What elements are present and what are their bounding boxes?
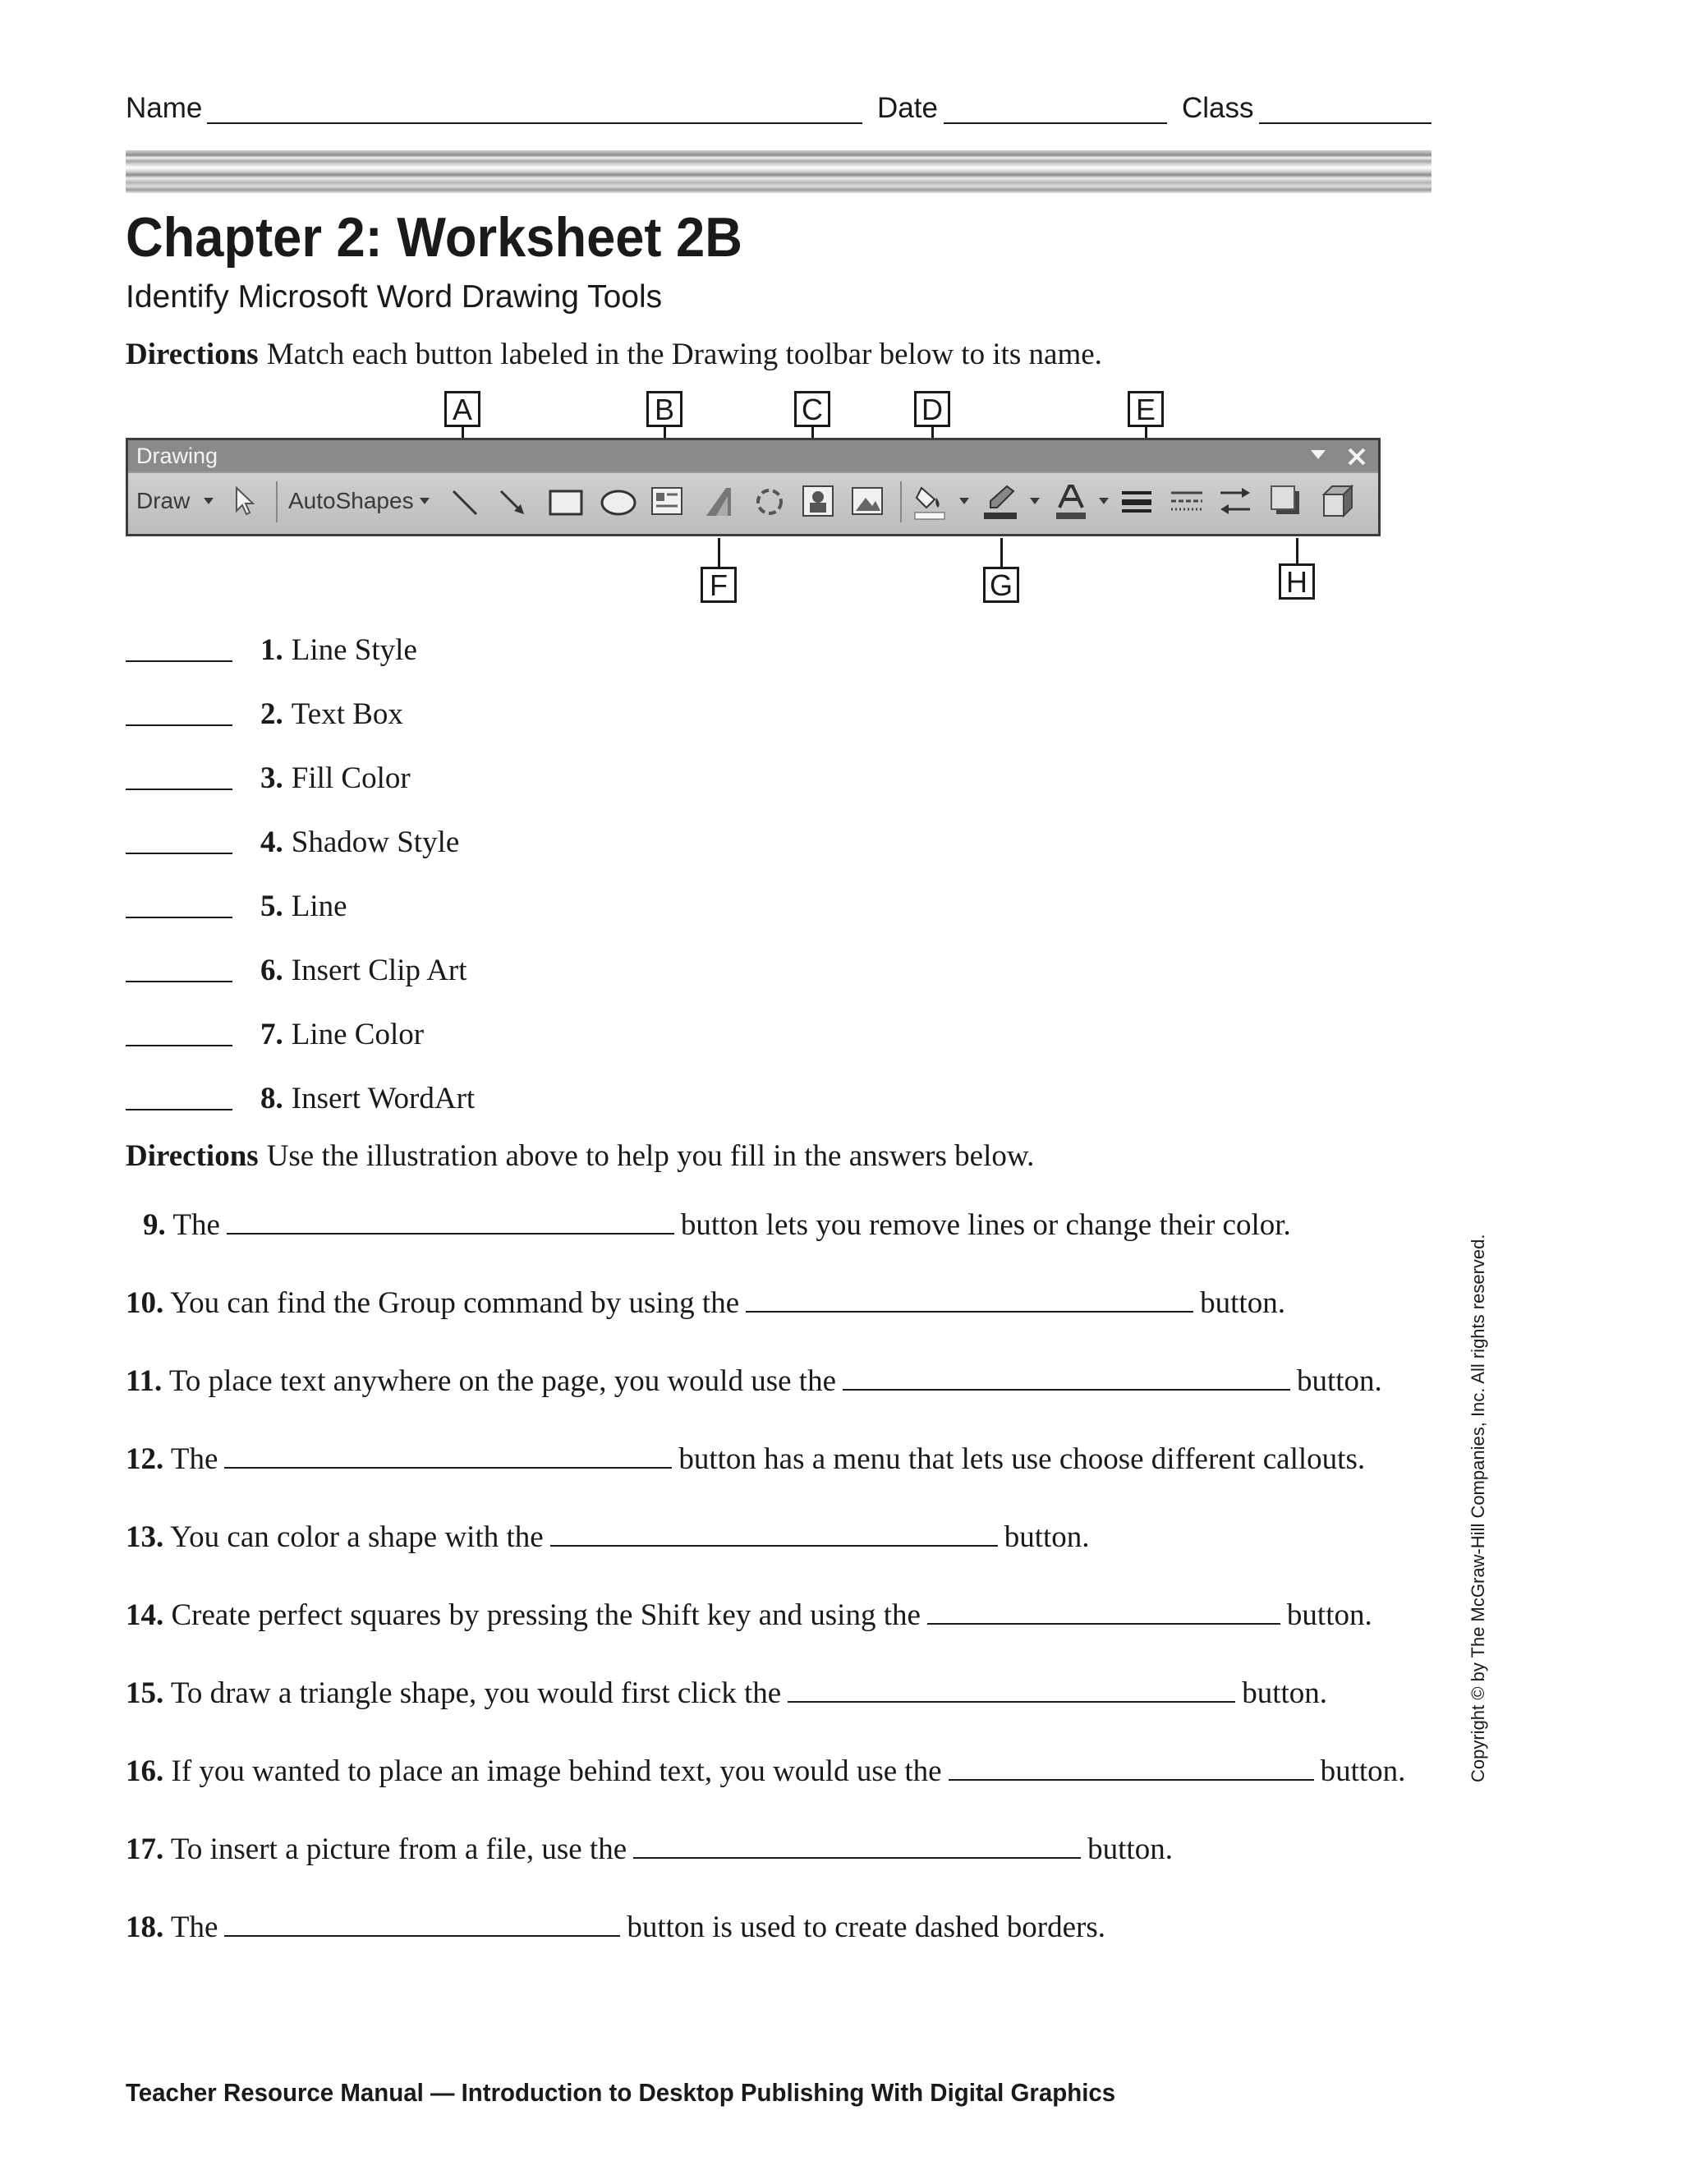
- rectangle-icon[interactable]: [549, 488, 583, 517]
- toolbar-separator: [276, 481, 278, 522]
- arrow-style-icon[interactable]: [1217, 485, 1253, 519]
- insert-picture-icon[interactable]: [851, 485, 885, 519]
- question-number: 15.: [126, 1676, 164, 1710]
- autoshapes-menu-button[interactable]: AutoShapes: [288, 488, 414, 513]
- copyright-notice: Copyright © by The McGraw-Hill Companies, Inc. All rights reserved.: [1468, 1234, 1488, 1782]
- question-text-after: button.: [1297, 1364, 1382, 1398]
- match-item-2: [260, 697, 403, 732]
- answer-blank-8[interactable]: [126, 1109, 232, 1110]
- page-title: Chapter 2: Worksheet 2B: [126, 206, 742, 269]
- question-text-after: button.: [1242, 1676, 1328, 1710]
- answer-blank-3[interactable]: [126, 789, 232, 790]
- question-10: [126, 1285, 1285, 1321]
- question-text-before: If you wanted to place an image behind text, you would use the: [171, 1754, 942, 1788]
- question-text-after: button lets you remove lines or change their color.: [680, 1208, 1291, 1242]
- question-text-after: button has a menu that lets use choose different callouts.: [678, 1442, 1366, 1476]
- match-item-text: Insert Clip Art: [291, 954, 467, 987]
- arrow-f: [718, 538, 720, 571]
- callout-d: D: [914, 391, 950, 427]
- match-item-text: Fill Color: [291, 761, 411, 795]
- question-text-before: The: [172, 1208, 220, 1242]
- toolbar-body: [128, 473, 1378, 534]
- directions-2-text: Use the illustration above to help you fill in the answers below.: [266, 1139, 1035, 1173]
- question-text-before: You can find the Group command by using the: [170, 1286, 740, 1320]
- directions-2-label: Directions: [126, 1139, 259, 1173]
- line-style-icon[interactable]: [1120, 486, 1153, 517]
- answer-field-14[interactable]: [927, 1600, 1280, 1625]
- match-item-number: 7.: [260, 1018, 283, 1051]
- answer-blank-2[interactable]: [126, 724, 232, 726]
- question-text-before: To place text anywhere on the page, you would use the: [168, 1364, 836, 1398]
- font-color-dropdown-icon[interactable]: [1099, 498, 1109, 504]
- line-color-dropdown-icon[interactable]: [1030, 498, 1040, 504]
- answer-blank-7[interactable]: [126, 1045, 232, 1046]
- question-text-before: To draw a triangle shape, you would first click the: [170, 1676, 782, 1710]
- match-item-number: 5.: [260, 890, 283, 923]
- answer-blank-4[interactable]: [126, 853, 232, 854]
- fill-color-icon[interactable]: [913, 483, 948, 521]
- callout-g: G: [983, 567, 1019, 603]
- question-text-before: The: [170, 1910, 218, 1944]
- wordart-icon[interactable]: [703, 485, 736, 519]
- question-16: [126, 1754, 1405, 1789]
- question-text-before: Create perfect squares by pressing the Shift key and using the: [171, 1598, 921, 1632]
- match-item-6: [260, 953, 467, 988]
- question-15: [126, 1676, 1327, 1711]
- match-item-text: Shadow Style: [291, 825, 460, 859]
- callout-b: B: [646, 391, 682, 427]
- arrow-h: [1296, 538, 1298, 564]
- question-18: [126, 1910, 1105, 1945]
- toolbar-options-icon[interactable]: [1311, 450, 1326, 460]
- question-12: [126, 1441, 1365, 1477]
- oval-icon[interactable]: [600, 488, 637, 517]
- question-11: [126, 1363, 1382, 1399]
- answer-blank-6[interactable]: [126, 981, 232, 982]
- match-item-number: 6.: [260, 954, 283, 987]
- directions-2: [126, 1138, 1034, 1174]
- answer-field-11[interactable]: [843, 1366, 1290, 1391]
- question-number: 9.: [143, 1208, 166, 1242]
- 3d-style-icon[interactable]: [1321, 485, 1355, 519]
- question-number: 13.: [126, 1520, 164, 1554]
- line-icon[interactable]: [450, 488, 480, 517]
- question-text-before: You can color a shape with the: [170, 1520, 544, 1554]
- name-label: Name: [126, 92, 203, 124]
- decorative-rule: [126, 150, 1432, 193]
- diagram-icon[interactable]: [752, 485, 787, 519]
- match-item-number: 1.: [260, 633, 283, 667]
- match-item-3: [260, 761, 411, 796]
- answer-field-9[interactable]: [227, 1210, 674, 1235]
- question-text-after: button.: [1200, 1286, 1285, 1320]
- question-text-after: button is used to create dashed borders.: [627, 1910, 1105, 1944]
- callout-e: E: [1128, 391, 1164, 427]
- toolbar-titlebar: [128, 440, 1378, 471]
- class-label: Class: [1182, 92, 1254, 124]
- question-number: 11.: [126, 1364, 163, 1398]
- answer-field-18[interactable]: [224, 1912, 620, 1937]
- font-color-icon[interactable]: [1055, 483, 1087, 521]
- text-box-icon[interactable]: [650, 486, 683, 517]
- select-objects-icon[interactable]: [233, 486, 256, 517]
- question-text-after: button.: [1004, 1520, 1090, 1554]
- match-item-text: Text Box: [291, 697, 403, 731]
- autoshapes-dropdown-icon[interactable]: [420, 498, 430, 504]
- draw-menu-button[interactable]: Draw: [136, 488, 191, 513]
- page-subtitle: Identify Microsoft Word Drawing Tools: [126, 279, 663, 315]
- answer-blank-5[interactable]: [126, 917, 232, 918]
- answer-field-13[interactable]: [550, 1522, 998, 1547]
- match-item-text: Line Style: [291, 633, 417, 667]
- callout-c: C: [794, 391, 830, 427]
- dash-style-icon[interactable]: [1170, 486, 1204, 517]
- match-item-text: Line Color: [291, 1018, 425, 1051]
- match-item-8: [260, 1081, 475, 1116]
- match-item-text: Insert WordArt: [291, 1082, 476, 1115]
- question-text-after: button.: [1320, 1754, 1406, 1788]
- question-number: 14.: [126, 1598, 164, 1632]
- class-field[interactable]: [1259, 122, 1432, 124]
- question-number: 16.: [126, 1754, 164, 1788]
- answer-field-10[interactable]: [746, 1288, 1193, 1313]
- answer-field-15[interactable]: [788, 1678, 1235, 1703]
- match-item-4: [260, 825, 459, 860]
- question-text-after: button.: [1286, 1598, 1372, 1632]
- question-number: 10.: [126, 1286, 164, 1320]
- line-color-icon[interactable]: [982, 483, 1018, 521]
- question-text-before: To insert a picture from a file, use the: [170, 1832, 627, 1866]
- callout-a: A: [444, 391, 480, 427]
- match-item-number: 3.: [260, 761, 283, 795]
- question-text-before: The: [170, 1442, 218, 1476]
- date-label: Date: [877, 92, 938, 124]
- question-9: [143, 1207, 1291, 1243]
- answer-field-17[interactable]: [633, 1834, 1081, 1859]
- date-field[interactable]: [944, 122, 1167, 124]
- match-item-1: [260, 632, 417, 668]
- callout-f: F: [701, 567, 737, 603]
- question-13: [126, 1520, 1090, 1555]
- match-item-text: Line: [291, 890, 347, 923]
- clip-art-icon[interactable]: [802, 485, 834, 519]
- arrow-icon[interactable]: [498, 488, 527, 517]
- page-footer: Teacher Resource Manual — Introduction to Desktop Publishing With Digital Graphics: [126, 2078, 1116, 2107]
- match-item-number: 4.: [260, 825, 283, 859]
- shadow-style-icon[interactable]: [1270, 485, 1303, 519]
- drawing-toolbar: [126, 438, 1381, 536]
- answer-field-12[interactable]: [224, 1444, 672, 1469]
- match-item-number: 8.: [260, 1082, 283, 1115]
- question-number: 17.: [126, 1832, 164, 1866]
- fill-color-dropdown-icon[interactable]: [959, 498, 969, 504]
- toolbar-separator: [900, 481, 902, 522]
- arrow-g: [1000, 538, 1003, 571]
- question-17: [126, 1832, 1173, 1867]
- match-item-7: [260, 1017, 424, 1052]
- toolbar-title: Drawing: [136, 444, 218, 468]
- directions-1-text: Match each button labeled in the Drawing toolbar below to its name.: [266, 338, 1102, 371]
- question-text-after: button.: [1087, 1832, 1173, 1866]
- match-item-number: 2.: [260, 697, 283, 731]
- name-field[interactable]: [207, 122, 862, 124]
- close-icon[interactable]: [1347, 447, 1367, 467]
- directions-1: [126, 337, 1102, 372]
- match-item-5: [260, 889, 347, 924]
- answer-blank-1[interactable]: [126, 660, 232, 662]
- directions-1-label: Directions: [126, 338, 259, 371]
- question-14: [126, 1598, 1372, 1633]
- callout-h: H: [1279, 563, 1315, 600]
- question-number: 12.: [126, 1442, 164, 1476]
- draw-dropdown-icon[interactable]: [204, 498, 214, 504]
- answer-field-16[interactable]: [949, 1756, 1314, 1781]
- question-number: 18.: [126, 1910, 164, 1944]
